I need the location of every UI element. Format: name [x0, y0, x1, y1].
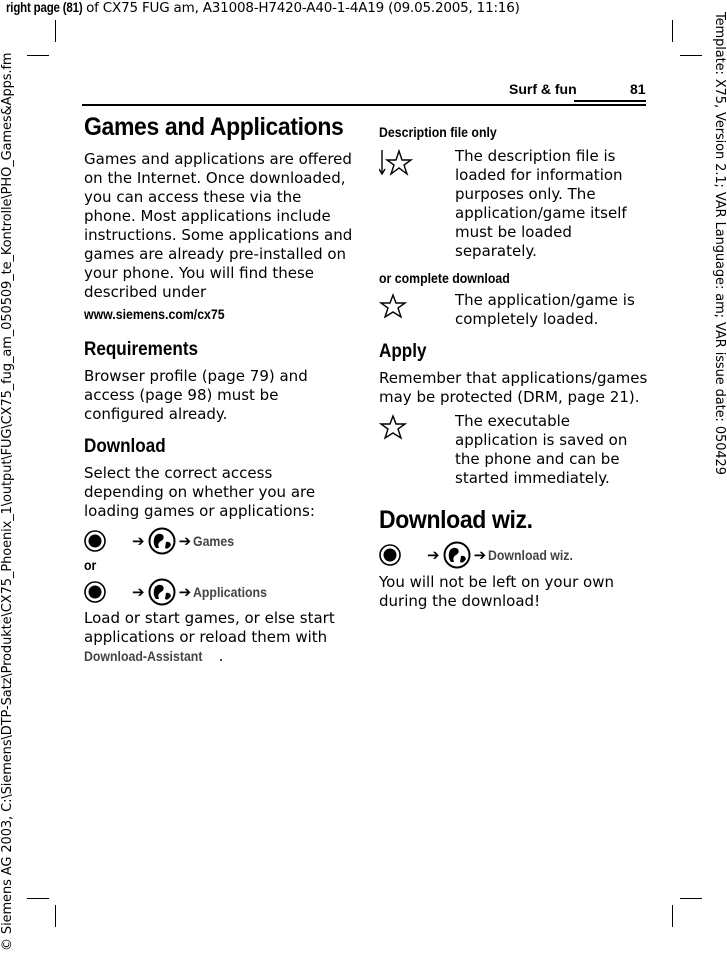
crop-mark: [672, 20, 673, 42]
joystick-icon: [84, 530, 106, 552]
complete-text: The application/game is completely loaded.: [455, 291, 635, 328]
section-title: Surf & fun: [509, 81, 577, 97]
load-text: [84, 609, 354, 666]
download-wiz-heading: Download wiz.: [379, 506, 533, 534]
nav-path-applications: [84, 578, 354, 606]
apply-text: Remember that applications/games may be protected (DRM, page 21).: [379, 369, 648, 406]
desc-text: The description file is loaded for information purposes only. The application/game itself must be loaded separately.: [455, 147, 627, 260]
arrow-icon: ➔: [427, 546, 440, 564]
globe-icon: [442, 541, 472, 569]
arrow-icon: ➔: [132, 583, 145, 601]
download-text: Select the correct access depending on whether you are loading games or applications:: [84, 464, 316, 520]
nav-path-download-wiz: [379, 541, 649, 569]
complete-heading: or complete download: [379, 270, 510, 286]
left-side-meta: © Siemens AG 2003, C:\Siemens\DTP-Satz\Produkte\CX75_Phoenix_1\output\FUG\CX75_fug_am_050509_te_Kontrolle\PHO_Games&Apps.fm: [0, 52, 15, 951]
menu-applications: Applications: [193, 584, 268, 600]
crop-mark: [55, 20, 56, 42]
download-heading: Download: [84, 436, 166, 457]
wiz-text: You will not be left on your own during the download!: [379, 573, 614, 610]
nav-path-games: [84, 527, 354, 555]
period: .: [218, 647, 224, 665]
globe-icon: [147, 578, 177, 606]
arrow-icon: ➔: [473, 546, 487, 564]
file-info: of CX75 FUG am, A31008-H7420-A40-1-4A19 (09.05.2005, 11:16): [82, 0, 520, 16]
download-assistant-label: Download-Assistant: [84, 648, 203, 664]
star-icon: [379, 291, 409, 321]
requirements-text: Browser profile (page 79) and access (page 98) must be configured already.: [84, 367, 308, 423]
exec-row: [379, 412, 649, 488]
right-side-meta: Template: X75, Version 2.1; VAR Language: am; VAR issue date: 050429: [712, 12, 727, 475]
desc-row: [379, 147, 649, 261]
print-meta-line: [6, 0, 520, 16]
crop-mark: [27, 898, 49, 899]
exec-text: The executable application is saved on the phone and can be started immediately.: [455, 412, 628, 487]
download-star-icon: [379, 147, 413, 179]
menu-games: Games: [193, 533, 235, 549]
or-label: or: [84, 557, 97, 573]
right-column: [379, 122, 649, 611]
intro-text: Games and applications are offered on the Internet. Once downloaded, you can access these via the phone. Most applications include instructions. Some applications and games are already pre-installed on your phone. You will find these described under: [84, 150, 353, 301]
complete-row: [379, 291, 649, 329]
page-title: Games and Applications: [84, 113, 344, 141]
desc-heading: Description file only: [379, 124, 497, 140]
arrow-icon: ➔: [132, 532, 145, 550]
star-icon: [379, 412, 409, 442]
globe-icon: [147, 527, 177, 555]
joystick-icon: [84, 581, 106, 603]
menu-download-wiz: Download wiz.: [488, 547, 574, 563]
page-number: 81: [630, 81, 646, 97]
header-rule-accent: [574, 100, 646, 102]
crop-mark: [680, 898, 702, 899]
website-link[interactable]: www.siemens.com/cx75: [84, 306, 225, 322]
crop-mark: [27, 55, 49, 56]
joystick-icon: [379, 544, 401, 566]
page-label: right page (81): [6, 0, 83, 15]
header-rule: [82, 104, 646, 106]
arrow-icon: ➔: [178, 583, 192, 601]
load-text-main: Load or start games, or else start applications or reload them with: [84, 609, 335, 646]
left-column: [84, 113, 354, 666]
requirements-heading: Requirements: [84, 339, 199, 360]
apply-heading: Apply: [379, 341, 427, 362]
arrow-icon: ➔: [178, 532, 192, 550]
crop-mark: [55, 905, 56, 927]
crop-mark: [672, 905, 673, 927]
crop-mark: [680, 55, 702, 56]
